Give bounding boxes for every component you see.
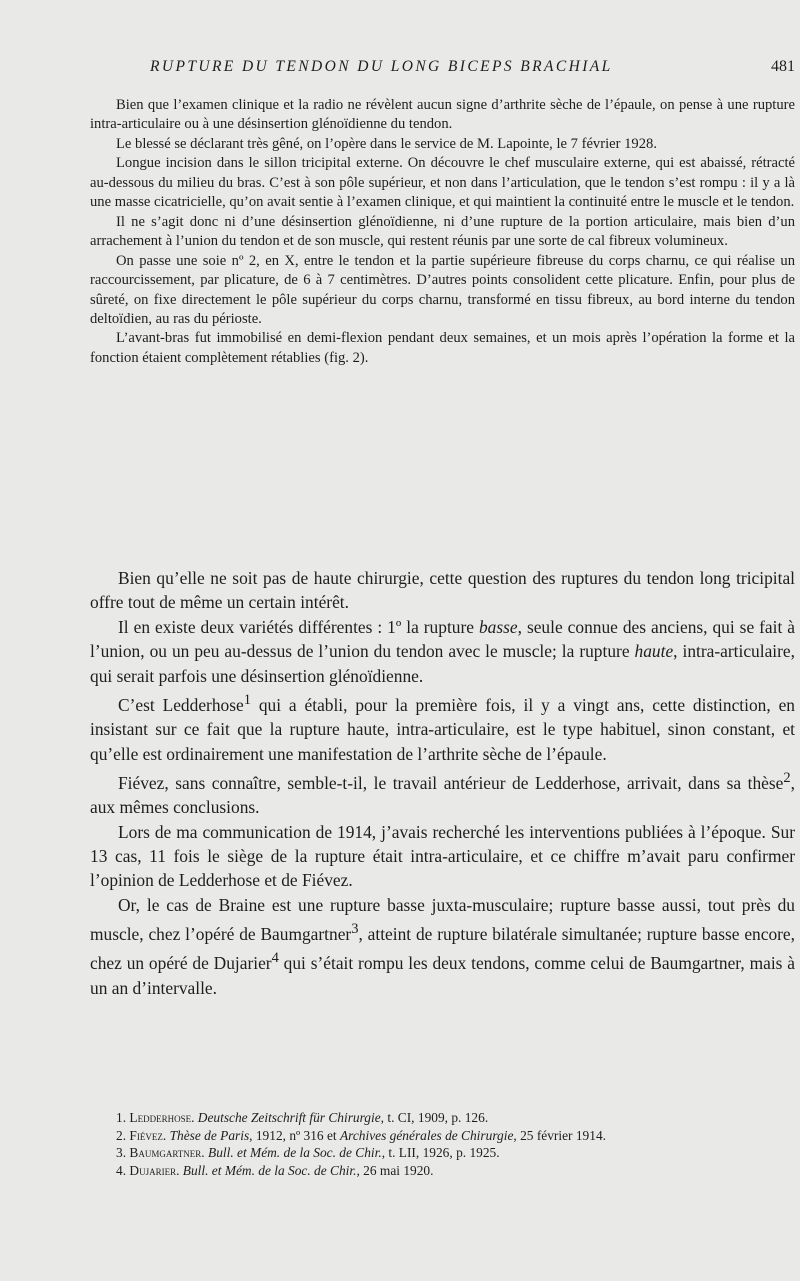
- page-header: [90, 58, 795, 82]
- footnote: [90, 1162, 795, 1180]
- case-paragraph: Le blessé se déclarant très gêné, on l’opère dans le service de M. Lapointe, le 7 février 1928.: [116, 135, 657, 152]
- text-run: C’est Ledderhose: [118, 694, 244, 715]
- text-run: , intra-articulaire, qui serait parfois une désinsertion glénoïdienne.: [90, 641, 795, 686]
- discussion-paragraph: Bien qu’elle ne soit pas de haute chirurgie, cette question des ruptures du tendon long tricipital offre tout de même un certain intérêt.: [90, 568, 795, 613]
- footnote-author: Dujarier.: [129, 1162, 180, 1178]
- case-paragraph: Bien que l’examen clinique et la radio ne révèlent aucun signe d’arthrite sèche de l’épaule, on pense à une rupture intra-articulaire ou à une désinsertion glénoïdienne du tendon.: [90, 97, 795, 133]
- case-paragraph: L’avant-bras fut immobilisé en demi-flexion pendant deux semaines, et un mois après l’opération la forme et la fonction étaient complètement rétablies (fig. 2).: [90, 330, 795, 366]
- footnote-title: Thèse de Paris: [169, 1127, 250, 1143]
- text-run: qui s’était rompu les deux tendons, comme celui de Baumgartner, mais à un an d’intervalle.: [90, 953, 795, 998]
- footnote-ref: 2: [783, 770, 791, 787]
- discussion-paragraph: [90, 615, 795, 688]
- footnote-rest: , t. LII, 1926, p. 1925.: [381, 1145, 500, 1161]
- footnote-mid: , 1912, nº 316 et: [249, 1127, 340, 1143]
- text-run: , seule connue des anciens, qui se fait à l’union, ou un peu au-dessus de l’union du tendon avec le muscle; la rupture: [90, 616, 796, 662]
- footnote-rest: , 25 février 1914.: [513, 1127, 606, 1143]
- emphasis-haute: haute: [634, 641, 674, 662]
- footnote: [90, 1127, 795, 1145]
- discussion-paragraph: [90, 688, 795, 766]
- footnote: [90, 1144, 795, 1162]
- running-title: RUPTURE DU TENDON DU LONG BICEPS BRACHIAL: [150, 58, 613, 75]
- footnote-number: 2.: [116, 1127, 127, 1143]
- footnotes: [90, 1109, 795, 1179]
- page-number: 481: [771, 58, 795, 75]
- text-run: , atteint de rupture bilatérale simultanée; rupture basse encore, chez un opéré de Dujarier: [90, 924, 796, 974]
- footnote-author: Ledderhose.: [129, 1110, 195, 1125]
- footnote-title: Deutsche Zeitschrift für Chirurgie: [197, 1110, 381, 1125]
- text-run: , aux mêmes conclusions.: [90, 772, 795, 818]
- discussion-paragraph: [90, 766, 795, 820]
- text-run: qui a établi, pour la première fois, il y a vingt ans, cette distinction, en insistant sur ce fait que la rupture haute, intra-articulaire, est le type habituel, sinon constant, et qu’elle est ordinairement une manifestation de l’arthrite sèche de l’épaule.: [90, 694, 795, 764]
- case-paragraph: Longue incision dans le sillon tricipital externe. On découvre le chef musculaire externe, qui est abaissé, rétracté au-dessous du milieu du bras. C’est à son pôle supérieur, et non dans l’articulation, que le tendon s’est rompu : il y a là une masse cicatricielle, qu’on avait sentie à l’examen clinique, et qui maintient la continuité entre le muscle et le tendon.: [90, 155, 795, 211]
- case-paragraph: Il ne s’agit donc ni d’une désinsertion glénoïdienne, ni d’une rupture de la portion articulaire, mais bien d’un arrachement à l’union du tendon et de son muscle, qui restent réunis par une sorte de cal fibreux volumineux.: [90, 213, 795, 250]
- discussion-paragraph: Lors de ma communication de 1914, j’avais recherché les interventions publiées à l’époque. Sur 13 cas, 11 fois le siège de la rupture était intra-articulaire, et ce chiffre m’avait paru confirmer l’opinion de Ledderhose et de Fiévez.: [90, 821, 795, 891]
- footnote-number: 3.: [116, 1145, 127, 1161]
- footnote-number: 4.: [116, 1162, 127, 1178]
- footnote-rest: , t. CI, 1909, p. 126.: [380, 1110, 489, 1125]
- footnote-author: Baumgartner.: [129, 1145, 205, 1161]
- footnote-title: Archives générales de Chirurgie: [339, 1127, 514, 1143]
- footnote: [90, 1109, 795, 1127]
- footnote-ref: 3: [351, 921, 359, 938]
- footnote-author: Fiévez.: [129, 1127, 167, 1143]
- case-paragraph: On passe une soie nº 2, en X, entre le tendon et la partie supérieure fibreuse du corps charnu, ce qui réalise un raccourcissement, par plicature, de 6 à 7 centimètres. D’autres points consolident cette plicature. Enfin, pour plus de sûreté, on fixe directement le pôle supérieur du corps charnu, transformé en tissu fibreux, au bord interne du tendon deltoïdien, au ras du périoste.: [90, 252, 795, 327]
- text-run: Or, le cas de Braine est une rupture basse juxta-musculaire; rupture basse aussi, tout près du muscle, chez l’opéré de Baumgartner: [90, 894, 795, 945]
- discussion-paragraph: [90, 893, 795, 1000]
- discussion: [90, 566, 795, 1000]
- case-report: [90, 96, 795, 368]
- footnote-rest: , 26 mai 1920.: [356, 1162, 434, 1178]
- text-run: Fiévez, sans connaître, semble-t-il, le travail antérieur de Ledderhose, arrivait, dans sa thèse: [118, 772, 784, 793]
- footnote-ref: 1: [243, 692, 251, 709]
- footnote-title: Bull. et Mém. de la Soc. de Chir.: [182, 1162, 357, 1178]
- footnote-title: Bull. et Mém. de la Soc. de Chir.: [208, 1145, 382, 1161]
- text-run: Il en existe deux variétés différentes : 1º la rupture: [118, 616, 479, 637]
- emphasis-basse: basse: [478, 616, 518, 637]
- footnote-number: 1.: [116, 1110, 127, 1125]
- footnote-ref: 4: [271, 950, 279, 967]
